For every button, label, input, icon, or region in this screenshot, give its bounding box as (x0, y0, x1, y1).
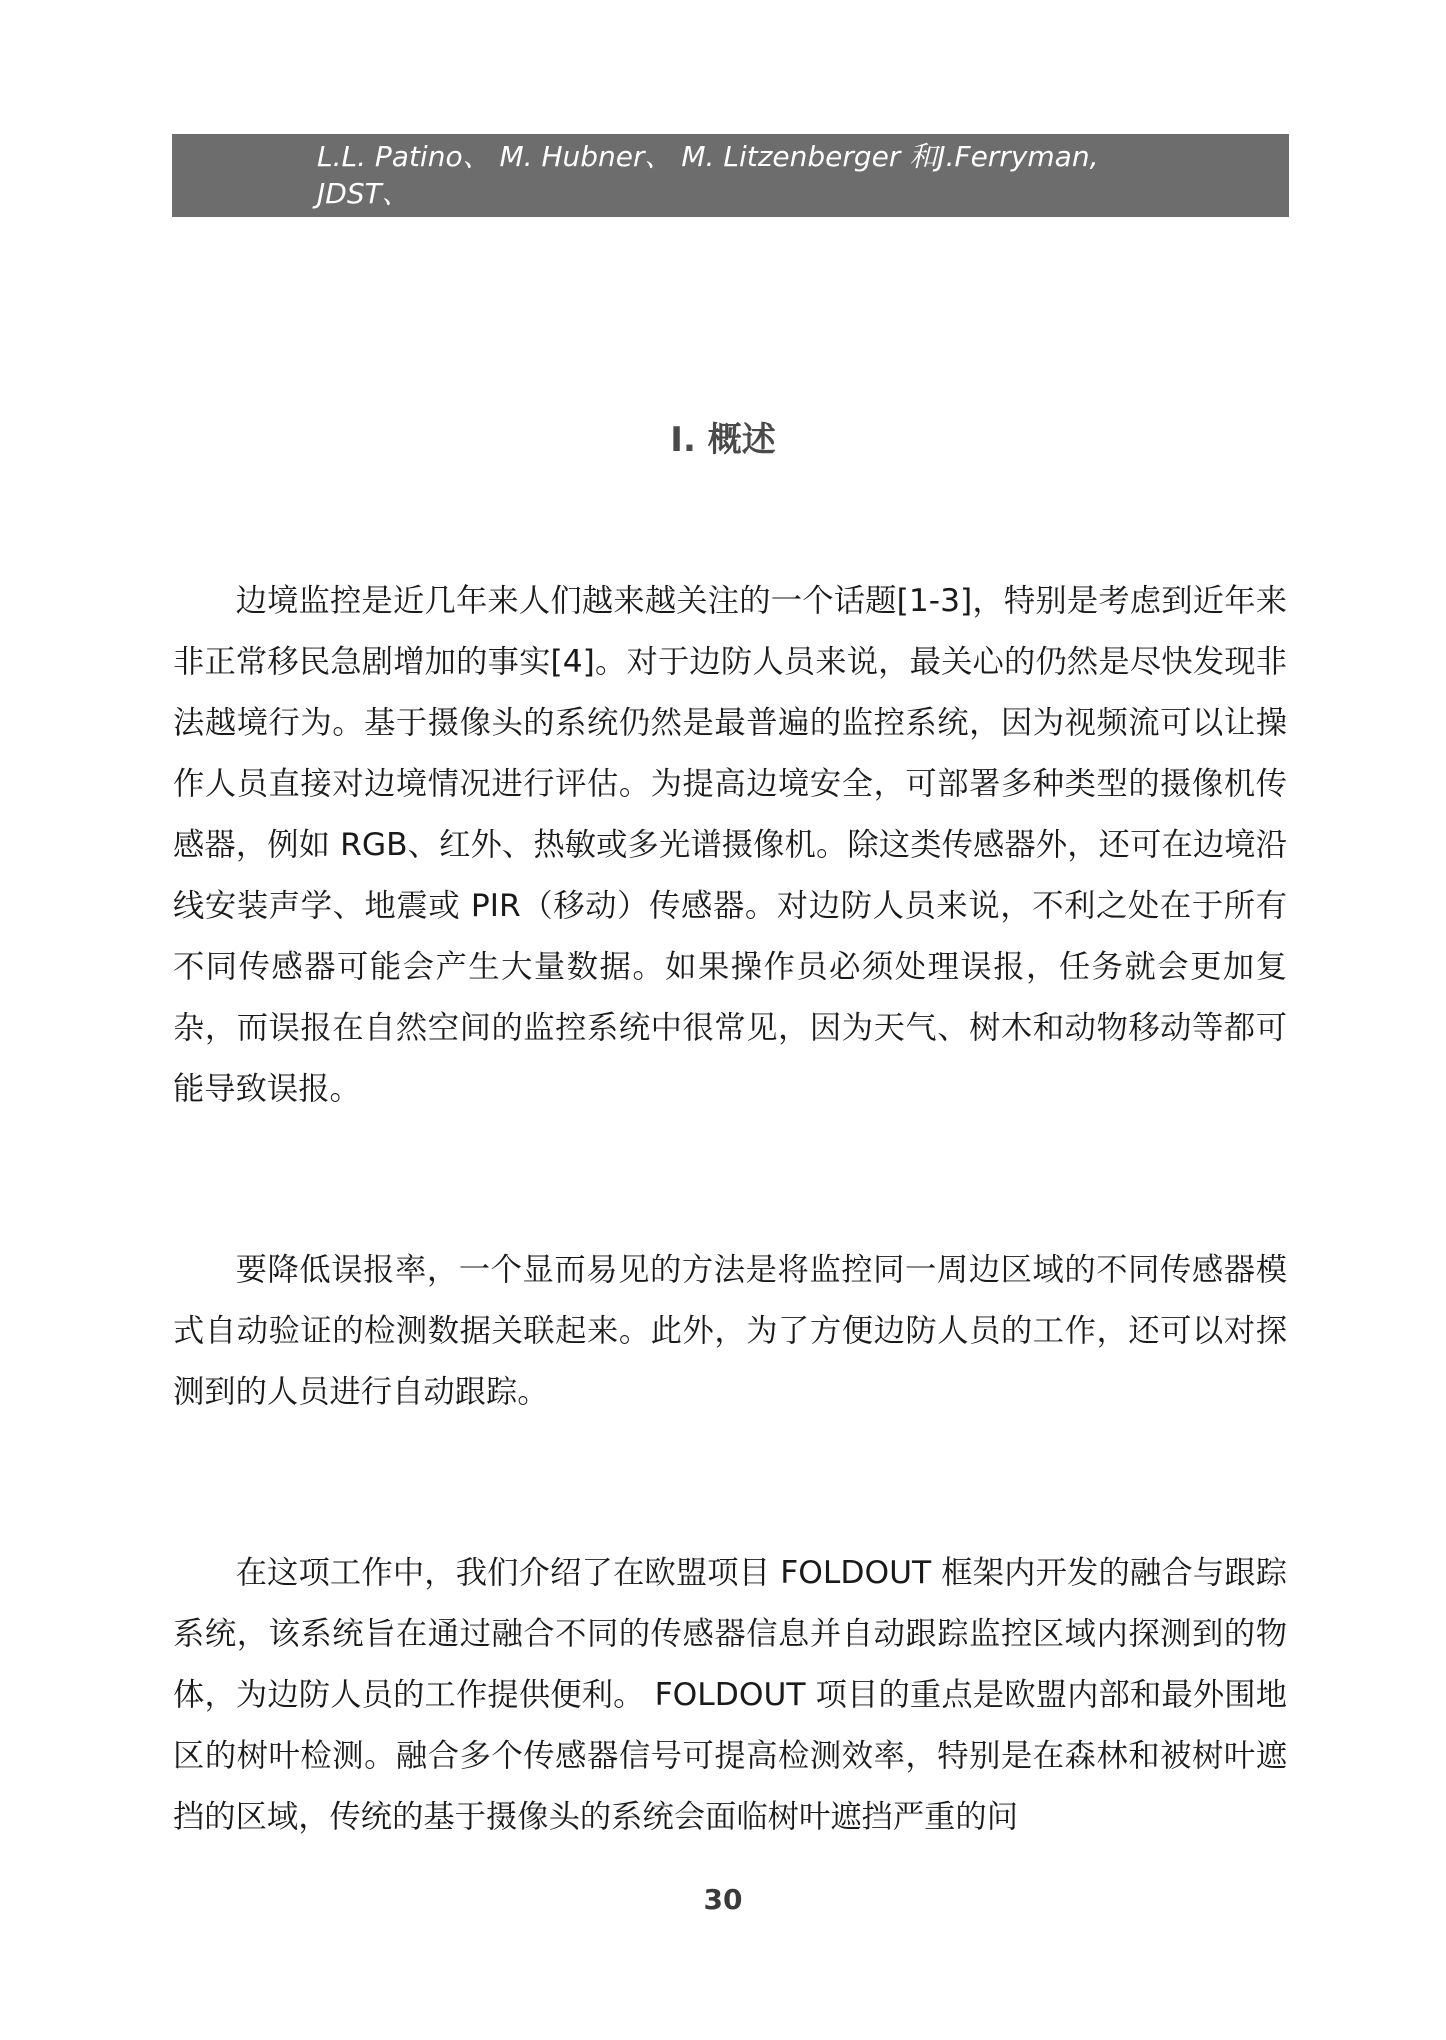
running-header-text (317, 138, 1137, 212)
page-number: 30 (703, 1883, 743, 1916)
body-paragraph: 要降低误报率，一个显而易见的方法是将监控同一周边区域的不同传感器模式自动验证的检测数据关联起来。此外，为了方便边防人员的工作，还可以对探测到的人员进行自动跟踪。 (173, 1252, 1287, 1410)
body-paragraph: 边境监控是近几年来人们越来越关注的一个话题[1-3]，特别是考虑到近年来非正常移民急剧增加的事实[4]。对于边防人员来说，最关心的仍然是尽快发现非法越境行为。基于摄像头的系统仍然是最普遍的监控系统，因为视频流可以让操作人员直接对边境情况进行评估。为提高边境安全，可部署多种类型的摄像机传感器，例如 RGB、红外、热敏或多光谱摄像机。除这类传感器外，还可在边境沿线安装声学、地震或 PIR（移动）传感器。对边防人员来说，不利之处在于所有不同传感器可能会产生大量数据。如果操作员必须处理误报，任务就会更加复杂，而误报在自然空间的监控系统中很常见，因为天气、树木和动物移动等都可能导致误报。 (173, 583, 1287, 1107)
body-paragraph: 在这项工作中，我们介绍了在欧盟项目 FOLDOUT 框架内开发的融合与跟踪系统，该系统旨在通过融合不同的传感器信息并自动跟踪监控区域内探测到的物体，为边防人员的工作提供便利。 FOLDOUT 项目的重点是欧盟内部和最外围地区的树叶检测。融合多个传感器信号可提高检测效率，特别是在森林和被树叶遮挡的区域，传统的基于摄像头的系统会面临树叶遮挡严重的问 (173, 1555, 1287, 1835)
header-authors: L.L. Patino、 M. Hubner、 M. Litzenberger 和J.Ferryman, (317, 140, 1099, 173)
running-header (172, 134, 1289, 217)
section-title: I. 概述 (670, 419, 776, 460)
header-journal: JDST、 (317, 177, 410, 210)
